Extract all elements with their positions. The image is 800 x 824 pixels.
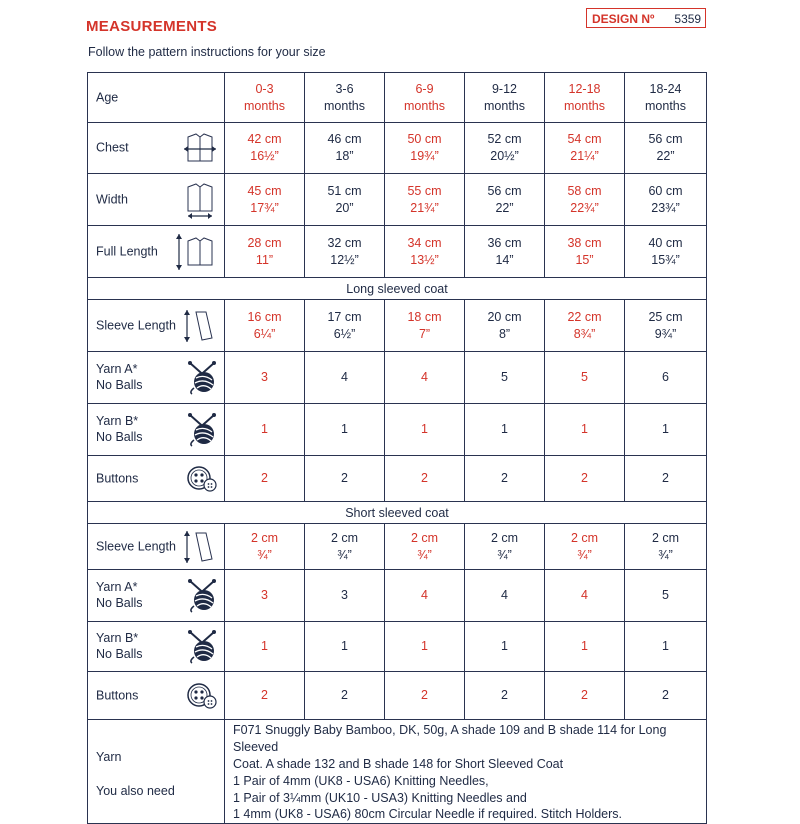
yarn-line: Coat. A shade 132 and B shade 148 for Short Sleeved Coat [233,756,564,771]
sleeve-label: Sleeve Length [96,318,176,333]
yarn-name: Yarn A* [96,579,138,594]
yarn-a-label-cell [88,352,225,404]
age-cell [625,73,707,123]
sleeve-cell [465,524,545,570]
section-heading-long: Long sleeved coat [88,278,707,300]
inch-value: 21¾” [410,200,439,215]
design-label: DESIGN Nº [592,12,655,26]
sleeve-label: Sleeve Length [96,539,176,554]
buttons-label-cell [88,672,225,720]
cm-value: 25 cm [648,309,683,324]
age-range: 18-24 [649,81,682,96]
inch-value: 16½” [250,149,279,163]
balls-cell: 1 [465,622,545,672]
buttons-cell: 2 [305,456,385,502]
age-range: 6-9 [415,81,434,96]
buttons-label: Buttons [96,688,139,703]
cm-value: 56 cm [487,183,522,198]
inch-value: 22” [495,200,514,215]
width-cell [545,174,625,226]
yarn-ball-icon [186,412,218,448]
cm-value: 52 cm [487,132,522,147]
chest-cell [545,123,625,174]
balls-cell: 5 [545,352,625,404]
width-cell [225,174,305,226]
materials-details-cell [225,720,707,824]
cm-value: 32 cm [327,235,362,250]
sleeve-cell [625,300,707,352]
balls-cell: 1 [385,622,465,672]
chest-cell [385,123,465,174]
inch-value: 22¾” [570,200,599,215]
age-label-cell [88,73,225,123]
row-long-buttons [88,456,707,502]
balls-cell: 4 [305,352,385,404]
buttons-cell: 2 [305,672,385,720]
age-cell [545,73,625,123]
yarn-label [96,413,143,447]
sleeve-cell [545,300,625,352]
cm-value: 51 cm [327,183,362,198]
materials-label-cell [88,720,225,824]
cm-value: 45 cm [247,183,282,198]
inch-value: 6½” [333,326,356,341]
balls-cell: 3 [305,570,385,622]
inch-value: 14” [495,252,514,267]
cm-value: 34 cm [407,235,442,250]
width-measure-icon [182,181,218,219]
row-short-yarn-a [88,570,707,622]
yarn-line: F071 Snuggly Baby Bamboo, DK, 50g, A shade 109 and B shade 114 for Long Sleeved [233,723,667,754]
length-cell [385,226,465,278]
yarn-label [96,630,143,664]
cm-value: 16 cm [247,309,282,324]
cm-value: 2 cm [330,530,359,545]
age-unit: months [404,98,445,113]
chest-cell [305,123,385,174]
sleeve-measure-icon [184,308,218,344]
cm-value: 46 cm [327,132,362,147]
sleeve-label-cell [88,524,225,570]
cm-value: 42 cm [247,132,282,147]
yarn-b-label-cell [88,404,225,456]
need-line: 1 Pair of 4mm (UK8 - USA6) Knitting Needles, [233,773,489,788]
yarn-name: Yarn B* [96,630,139,645]
buttons-label-cell [88,456,225,502]
yarn-name: Yarn B* [96,413,139,428]
no-balls-label: No Balls [96,647,143,662]
age-cell [305,73,385,123]
inch-value: 17¾” [250,200,279,215]
balls-cell: 1 [545,622,625,672]
sleeve-cell [225,300,305,352]
design-number-box [586,8,706,28]
inch-value: ¾” [257,547,272,562]
balls-cell: 1 [305,622,385,672]
inch-value: ¾” [658,547,673,562]
full-length-label-cell [88,226,225,278]
row-short-sleeve [88,524,707,570]
age-unit: months [244,98,285,113]
buttons-cell: 2 [625,672,707,720]
age-cell [225,73,305,123]
yarn-b-label-cell [88,622,225,672]
balls-cell: 1 [305,404,385,456]
row-full-length [88,226,707,278]
yarn-ball-icon [186,578,218,614]
sleeve-cell [305,524,385,570]
yarn-label [96,361,143,395]
buttons-cell: 2 [225,672,305,720]
age-unit: months [484,98,525,113]
need-line: 1 Pair of 3¼mm (UK10 - USA3) Knitting Needles and [233,790,527,805]
length-cell [465,226,545,278]
age-range: 9-12 [491,81,518,96]
cm-value: 2 cm [410,530,439,545]
row-long-yarn-a [88,352,707,404]
section-heading-short: Short sleeved coat [88,502,707,524]
balls-cell: 1 [545,404,625,456]
age-cell [385,73,465,123]
cm-value: 20 cm [487,309,522,324]
inch-value: 19¾” [410,149,439,163]
inch-value: 20” [335,200,354,215]
balls-cell: 4 [545,570,625,622]
cm-value: 2 cm [490,530,519,545]
inch-value: 22” [656,149,675,163]
balls-cell: 1 [225,622,305,672]
cm-value: 50 cm [407,132,442,147]
width-cell [305,174,385,226]
buttons-cell: 2 [465,672,545,720]
row-age [88,73,707,123]
chest-measure-icon [182,131,218,165]
inch-value: 8” [498,326,511,341]
full-length-label: Full Length [96,244,158,259]
buttons-cell: 2 [545,672,625,720]
row-chest [88,123,707,174]
row-short-yarn-b [88,622,707,672]
button-icon [186,464,218,494]
balls-cell: 5 [465,352,545,404]
cm-value: 54 cm [567,132,602,147]
cm-value: 40 cm [648,235,683,250]
row-long-yarn-b [88,404,707,456]
balls-cell: 3 [225,352,305,404]
button-icon [186,681,218,711]
age-unit: months [564,98,605,113]
inch-value: 20½” [490,149,519,163]
row-short-buttons [88,672,707,720]
inch-value: 23¾” [651,200,680,215]
buttons-cell: 2 [545,456,625,502]
length-cell [305,226,385,278]
cm-value: 58 cm [567,183,602,198]
yarn-materials-label: Yarn [96,749,122,764]
you-also-need-label: You also need [96,783,175,798]
cm-value: 2 cm [651,530,680,545]
inch-value: 21¼” [570,149,599,163]
sleeve-measure-icon [184,529,218,565]
width-cell [465,174,545,226]
subtitle: Follow the pattern instructions for your size [88,45,326,59]
width-cell [625,174,707,226]
sleeve-cell [465,300,545,352]
width-label: Width [96,192,128,207]
cm-value: 38 cm [567,235,602,250]
inch-value: 6¼” [253,326,276,341]
cm-value: 22 cm [567,309,602,324]
age-range: 0-3 [255,81,274,96]
row-materials [88,720,707,824]
length-measure-icon [176,232,218,272]
balls-cell: 1 [225,404,305,456]
cm-value: 60 cm [648,183,683,198]
sleeve-cell [545,524,625,570]
cm-value: 17 cm [327,309,362,324]
sleeve-cell [625,524,707,570]
age-range: 3-6 [335,81,354,96]
age-unit: months [645,98,686,113]
cm-value: 2 cm [570,530,599,545]
width-cell [385,174,465,226]
buttons-cell: 2 [625,456,707,502]
inch-value: 15” [575,252,594,267]
width-label-cell [88,174,225,226]
inch-value: 15¾” [651,252,680,267]
no-balls-label: No Balls [96,430,143,445]
row-width [88,174,707,226]
buttons-label: Buttons [96,471,139,486]
cm-value: 2 cm [250,530,279,545]
balls-cell: 5 [625,570,707,622]
inch-value: 7” [418,326,431,341]
inch-value: 11” [255,252,274,267]
no-balls-label: No Balls [96,378,143,393]
inch-value: ¾” [497,547,512,562]
yarn-name: Yarn A* [96,361,138,376]
inch-value: 12½” [330,252,359,267]
yarn-a-label-cell [88,570,225,622]
age-label: Age [96,90,119,105]
need-line: 1 4mm (UK8 - USA6) 80cm Circular Needle if required. Stitch Holders. [233,807,623,822]
balls-cell: 6 [625,352,707,404]
row-long-sleeve [88,300,707,352]
row-short-heading [88,502,707,524]
cm-value: 36 cm [487,235,522,250]
inch-value: ¾” [417,547,432,562]
balls-cell: 4 [385,570,465,622]
sleeve-label-cell [88,300,225,352]
sleeve-cell [225,524,305,570]
chest-label-cell [88,123,225,174]
balls-cell: 4 [465,570,545,622]
age-unit: months [324,98,365,113]
page-title: MEASUREMENTS [86,18,218,35]
chest-cell [465,123,545,174]
inch-value: ¾” [577,547,592,562]
balls-cell: 4 [385,352,465,404]
age-cell [465,73,545,123]
cm-value: 28 cm [247,235,282,250]
chest-label: Chest [96,140,129,155]
yarn-ball-icon [186,629,218,665]
yarn-ball-icon [186,360,218,396]
measurements-table [87,72,707,824]
balls-cell: 1 [625,404,707,456]
buttons-cell: 2 [225,456,305,502]
inch-value: 9¾” [654,326,677,341]
cm-value: 56 cm [648,132,683,147]
balls-cell: 1 [465,404,545,456]
no-balls-label: No Balls [96,596,143,611]
cm-value: 18 cm [407,309,442,324]
sleeve-cell [305,300,385,352]
chest-cell [225,123,305,174]
yarn-label [96,579,143,613]
inch-value: 8¾” [573,326,596,341]
sleeve-cell [385,300,465,352]
inch-value: 18” [335,149,354,163]
length-cell [625,226,707,278]
length-cell [545,226,625,278]
cm-value: 55 cm [407,183,442,198]
chest-cell [625,123,707,174]
balls-cell: 3 [225,570,305,622]
sleeve-cell [385,524,465,570]
length-cell [225,226,305,278]
inch-value: ¾” [337,547,352,562]
inch-value: 13½” [410,252,439,267]
design-number: 5359 [674,12,702,26]
balls-cell: 1 [385,404,465,456]
row-long-heading [88,278,707,300]
buttons-cell: 2 [465,456,545,502]
balls-cell: 1 [625,622,707,672]
buttons-cell: 2 [385,456,465,502]
buttons-cell: 2 [385,672,465,720]
age-range: 12-18 [568,81,601,96]
